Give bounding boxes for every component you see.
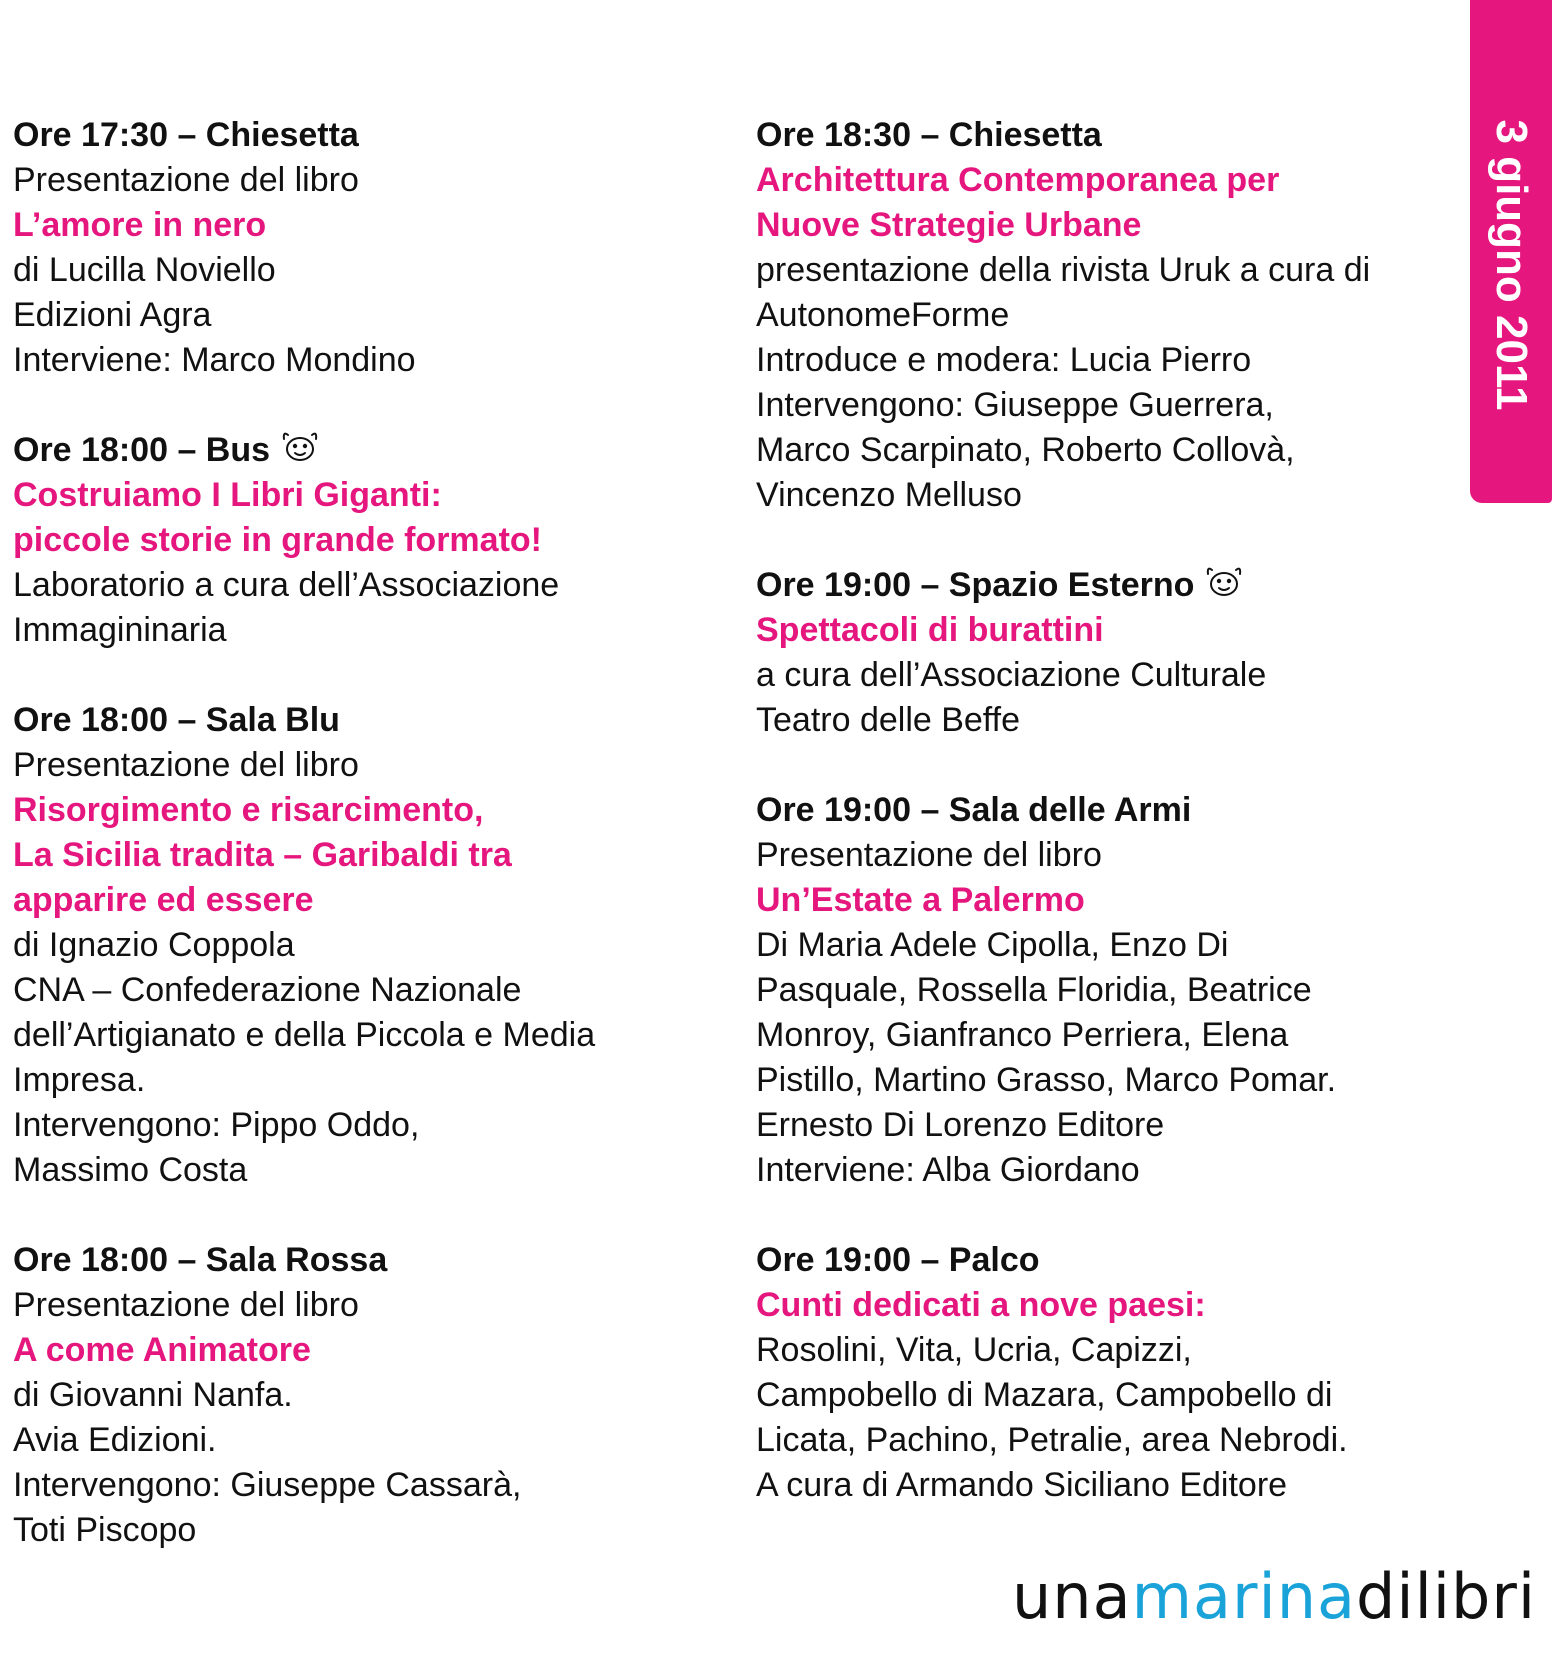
kids-activity-icon bbox=[280, 429, 320, 465]
event-detail-line: Toti Piscopo bbox=[13, 1511, 197, 1549]
event-detail-line: AutonomeForme bbox=[756, 296, 1010, 334]
event-detail-line: Laboratorio a cura dell’Associazione bbox=[13, 566, 560, 604]
event-title-line: piccole storie in grande formato! bbox=[13, 521, 542, 559]
event-title-line: Architettura Contemporanea per bbox=[756, 161, 1280, 199]
event-time-venue bbox=[13, 428, 713, 473]
event-detail-line: Intervengono: Pippo Oddo, bbox=[13, 1106, 420, 1144]
event-block bbox=[756, 563, 1456, 743]
event-detail-line: Massimo Costa bbox=[13, 1151, 248, 1189]
event-detail-line: Pistillo, Martino Grasso, Marco Pomar. bbox=[756, 1061, 1337, 1099]
event-title-line: L’amore in nero bbox=[13, 206, 267, 244]
event-detail-line: Interviene: Marco Mondino bbox=[13, 341, 416, 379]
event-detail-line: Pasquale, Rossella Floridia, Beatrice bbox=[756, 971, 1312, 1009]
event-time-venue bbox=[13, 1238, 713, 1283]
event-title-line: Spettacoli di burattini bbox=[756, 611, 1104, 649]
event-detail-line: Marco Scarpinato, Roberto Collovà, bbox=[756, 431, 1295, 469]
event-title-line: La Sicilia tradita – Garibaldi tra bbox=[13, 836, 512, 874]
event-header-text: Ore 19:00 – Palco bbox=[756, 1241, 1040, 1279]
event-detail-line: Edizioni Agra bbox=[13, 296, 212, 334]
event-detail-line: CNA – Confederazione Nazionale bbox=[13, 971, 522, 1009]
event-detail-line: Avia Edizioni. bbox=[13, 1421, 217, 1459]
event-title-line: Nuove Strategie Urbane bbox=[756, 206, 1142, 244]
event-detail-line: presentazione della rivista Uruk a cura di bbox=[756, 251, 1371, 289]
event-detail-line: Presentazione del libro bbox=[13, 746, 359, 784]
event-block bbox=[13, 698, 713, 1193]
event-detail-line: Teatro delle Beffe bbox=[756, 701, 1020, 739]
event-title-line: Cunti dedicati a nove paesi: bbox=[756, 1286, 1206, 1324]
date-label: 3 giugno 2011 bbox=[1487, 119, 1536, 411]
event-detail-line: Presentazione del libro bbox=[756, 836, 1102, 874]
event-detail-line: Monroy, Gianfranco Perriera, Elena bbox=[756, 1016, 1289, 1054]
event-detail-line: Presentazione del libro bbox=[13, 1286, 359, 1324]
event-detail-line: Intervengono: Giuseppe Cassarà, bbox=[13, 1466, 522, 1504]
event-block bbox=[13, 428, 713, 653]
event-header-text: Ore 18:00 – Sala Rossa bbox=[13, 1241, 388, 1279]
event-detail-line: Ernesto Di Lorenzo Editore bbox=[756, 1106, 1165, 1144]
logo-part-una: una bbox=[1012, 1560, 1132, 1633]
event-detail-line: di Ignazio Coppola bbox=[13, 926, 295, 964]
event-block bbox=[13, 113, 713, 383]
event-header-text: Ore 19:00 – Sala delle Armi bbox=[756, 791, 1192, 829]
event-detail-line: Vincenzo Melluso bbox=[756, 476, 1022, 514]
event-title-line: apparire ed essere bbox=[13, 881, 314, 919]
event-time-venue bbox=[13, 698, 713, 743]
date-tab bbox=[1470, 0, 1552, 503]
event-time-venue bbox=[13, 113, 713, 158]
event-header-text: Ore 18:00 – Bus bbox=[13, 431, 271, 469]
event-detail-line: Di Maria Adele Cipolla, Enzo Di bbox=[756, 926, 1229, 964]
event-detail-line: Immagininaria bbox=[13, 611, 227, 649]
event-header-text: Ore 19:00 – Spazio Esterno bbox=[756, 566, 1195, 604]
event-header-text: Ore 18:30 – Chiesetta bbox=[756, 116, 1102, 154]
event-detail-line: A cura di Armando Siciliano Editore bbox=[756, 1466, 1288, 1504]
festival-logo bbox=[1012, 1560, 1536, 1633]
event-title-line: Costruiamo I Libri Giganti: bbox=[13, 476, 442, 514]
event-block bbox=[756, 1238, 1456, 1508]
event-detail-line: a cura dell’Associazione Culturale bbox=[756, 656, 1267, 694]
logo-part-dilibri: dilibri bbox=[1356, 1560, 1537, 1633]
event-header-text: Ore 18:00 – Sala Blu bbox=[13, 701, 340, 739]
event-detail-line: di Lucilla Noviello bbox=[13, 251, 276, 289]
event-time-venue bbox=[756, 113, 1456, 158]
event-block bbox=[756, 788, 1456, 1193]
kids-activity-icon bbox=[1204, 564, 1244, 600]
event-detail-line: Impresa. bbox=[13, 1061, 146, 1099]
event-detail-line: di Giovanni Nanfa. bbox=[13, 1376, 293, 1414]
event-time-venue bbox=[756, 788, 1456, 833]
event-detail-line: Interviene: Alba Giordano bbox=[756, 1151, 1140, 1189]
event-header-text: Ore 17:30 – Chiesetta bbox=[13, 116, 359, 154]
logo-part-marina: marina bbox=[1131, 1560, 1356, 1633]
event-detail-line: Intervengono: Giuseppe Guerrera, bbox=[756, 386, 1274, 424]
event-time-venue bbox=[756, 1238, 1456, 1283]
event-block bbox=[13, 1238, 713, 1553]
event-detail-line: dell’Artigianato e della Piccola e Media bbox=[13, 1016, 596, 1054]
event-detail-line: Presentazione del libro bbox=[13, 161, 359, 199]
event-detail-line: Licata, Pachino, Petralie, area Nebrodi. bbox=[756, 1421, 1348, 1459]
event-detail-line: Rosolini, Vita, Ucria, Capizzi, bbox=[756, 1331, 1192, 1369]
event-detail-line: Campobello di Mazara, Campobello di bbox=[756, 1376, 1333, 1414]
event-block bbox=[756, 113, 1456, 518]
event-time-venue bbox=[756, 563, 1456, 608]
event-title-line: A come Animatore bbox=[13, 1331, 311, 1369]
event-detail-line: Introduce e modera: Lucia Pierro bbox=[756, 341, 1252, 379]
event-title-line: Un’Estate a Palermo bbox=[756, 881, 1085, 919]
right-column bbox=[756, 113, 1456, 1553]
event-title-line: Risorgimento e risarcimento, bbox=[13, 791, 484, 829]
left-column bbox=[13, 113, 713, 1598]
